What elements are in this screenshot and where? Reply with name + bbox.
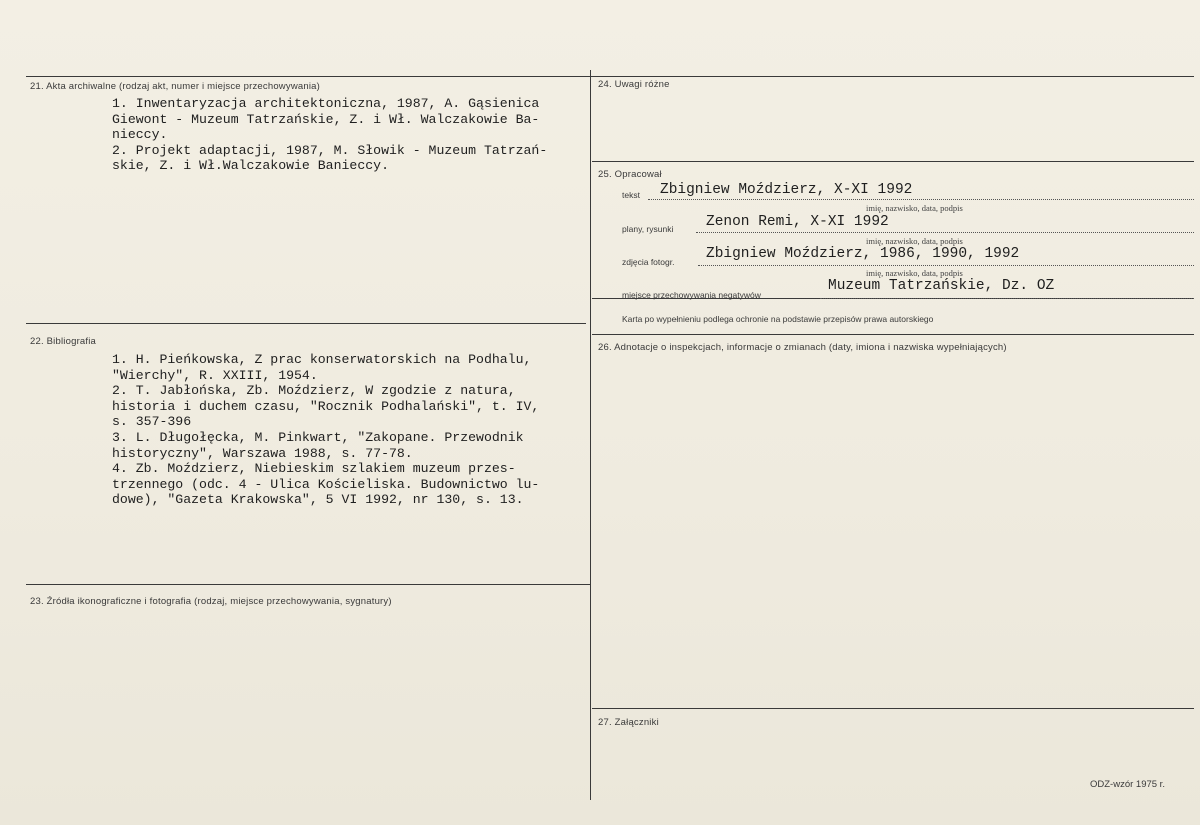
copyright-note: Karta po wypełnieniu podlega ochronie na podstawie przepisów prawa autorskiego (622, 314, 934, 324)
section-21-line: 1. Inwentaryzacja architektoniczna, 1987, A. Gąsienica (112, 96, 540, 111)
tekst-value: Zbigniew Moździerz, X-XI 1992 (660, 182, 913, 198)
divider-24-25 (592, 161, 1194, 162)
section-22-line: historia i duchem czasu, "Rocznik Podhalański", t. IV, (112, 398, 540, 414)
middle-divider-line (590, 70, 591, 800)
zdjecia-value: Zbigniew Moździerz, 1986, 1990, 1992 (706, 246, 1020, 262)
tekst-label: tekst (622, 190, 640, 200)
section-27-label: 27. Załączniki (598, 717, 659, 728)
top-border-line (26, 76, 1194, 77)
section-21-line: skie, Z. i Wł.Walczakowie Banieccy. (112, 158, 389, 174)
section-22-line: "Wierchy", R. XXIII, 1954. (112, 367, 318, 383)
section-26-label: 26. Adnotacje o inspekcjach, informacje o zmianach (daty, imiona i nazwiska wypełniających) (598, 342, 1007, 353)
section-22-line: 1. H. Pieńkowska, Z prac konserwatorskich na Podhalu, (112, 352, 532, 367)
negatywy-dotted-line (820, 298, 1194, 299)
zdjecia-hint: imię, nazwisko, data, podpis (866, 268, 963, 278)
section-22-line: 2. T. Jabłońska, Zb. Moździerz, W zgodzie z natura, (112, 383, 516, 399)
plany-label: plany, rysunki (622, 224, 674, 234)
form-identifier: ODZ-wzór 1975 r. (1090, 779, 1165, 790)
section-21-line: Giewont - Muzeum Tatrzańskie, Z. i Wł. Walczakowie Ba- (112, 111, 540, 127)
section-22-label: 22. Bibliografia (30, 336, 97, 347)
section-21-line: nieccy. (112, 127, 168, 143)
tekst-dotted-line (648, 199, 1194, 200)
zdjecia-label: zdjęcia fotogr. (622, 257, 675, 267)
divider-21-22 (26, 323, 586, 324)
section-22-line: s. 357-396 (112, 414, 192, 430)
negatywy-label: miejsce przechowywania negatywów (622, 290, 761, 300)
section-21-label: 21. Akta archiwalne (rodzaj akt, numer i miejsce przechowywania) (30, 81, 321, 92)
section-21-line: 2. Projekt adaptacji, 1987, M. Słowik - Muzeum Tatrzań- (112, 142, 548, 158)
divider-22-23 (26, 584, 590, 585)
tekst-hint: imię, nazwisko, data, podpis (866, 203, 963, 213)
section-22-content (112, 352, 539, 508)
section-22-line: dowe), "Gazeta Krakowska", 5 VI 1992, nr 130, s. 13. (112, 492, 524, 508)
section-22-line: historyczny", Warszawa 1988, s. 77-78. (112, 445, 413, 461)
plany-value: Zenon Remi, X-XI 1992 (706, 214, 889, 230)
section-24-label: 24. Uwagi różne (598, 79, 670, 90)
section-22-line: 3. L. Długołęcka, M. Pinkwart, "Zakopane. Przewodnik (112, 429, 524, 445)
plany-hint: imię, nazwisko, data, podpis (866, 236, 963, 246)
plany-dotted-line (696, 232, 1194, 233)
section-22-line: 4. Zb. Moździerz, Niebieskim szlakiem muzeum przes- (112, 461, 516, 477)
section-23-label: 23. Źródła ikonograficzne i fotografia (rodzaj, miejsce przechowywania, sygnatury) (30, 596, 392, 607)
section-22-line: trzennego (odc. 4 - Ulica Kościeliska. Budownictwo lu- (112, 476, 540, 492)
section-21-content (112, 96, 547, 174)
negatywy-value: Muzeum Tatrzańskie, Dz. OZ (828, 278, 1055, 294)
divider-25-26 (592, 334, 1194, 335)
zdjecia-dotted-line (698, 265, 1194, 266)
section-25-label: 25. Opracował (598, 169, 662, 180)
divider-26-27 (592, 708, 1194, 709)
